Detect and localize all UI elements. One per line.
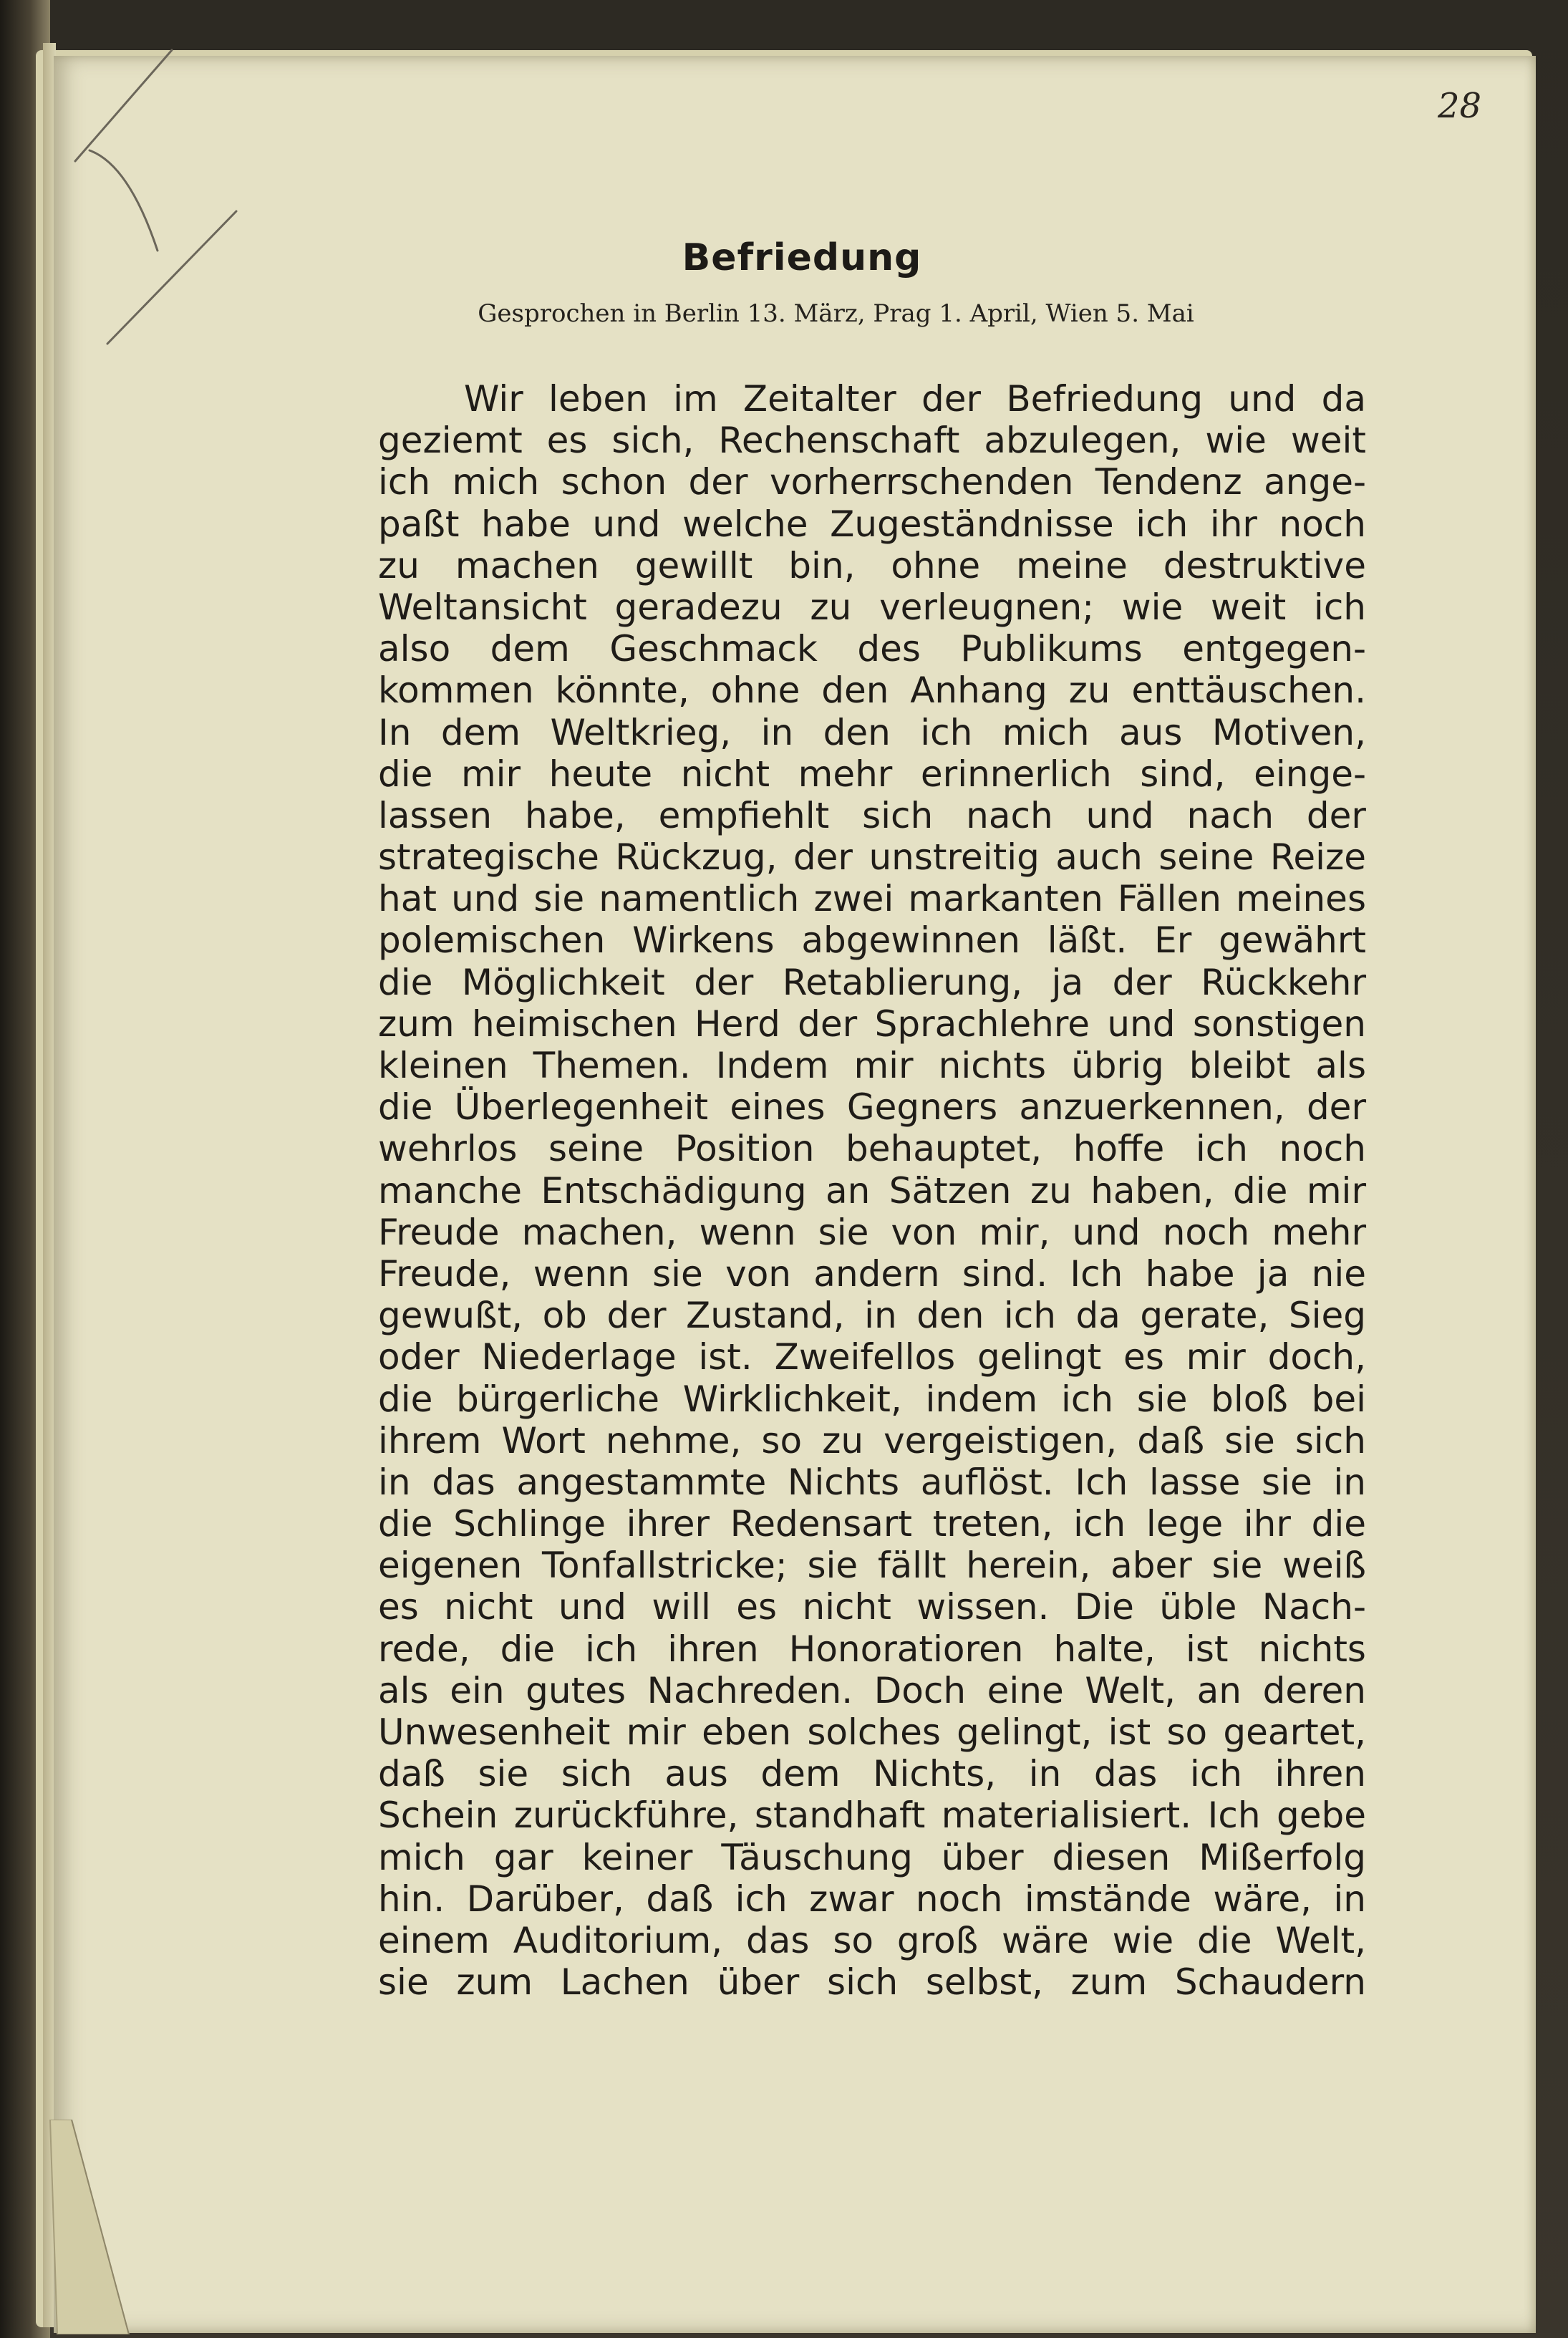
text-line: daß sie sich aus dem Nichts, in das ich ihren bbox=[378, 1753, 1366, 1795]
text-line: ich mich schon der vorherrschenden Tendenz ange- bbox=[378, 461, 1366, 503]
text-line: hin. Darüber, daß ich zwar noch imstände wäre, in bbox=[378, 1878, 1366, 1920]
text-line: zu machen gewillt bin, ohne meine destruktive bbox=[378, 544, 1366, 586]
text-line: strategische Rückzug, der unstreitig auch seine Reize bbox=[378, 836, 1366, 879]
text-line: die bürgerliche Wirklichkeit, indem ich sie bloß bei bbox=[378, 1378, 1366, 1420]
text-line: polemischen Wirkens abgewinnen läßt. Er gewährt bbox=[378, 919, 1366, 962]
text-line: Wir leben im Zeitalter der Befriedung und da bbox=[464, 378, 1366, 420]
text-line: wehrlos seine Position behauptet, hoffe ich noch bbox=[378, 1128, 1366, 1170]
text-line: in das angestammte Nichts auflöst. Ich lasse sie in bbox=[378, 1461, 1366, 1503]
text-line: paßt habe und welche Zugeständnisse ich ihr noch bbox=[378, 503, 1366, 545]
text-line: einem Auditorium, das so groß wäre wie die Welt, bbox=[378, 1919, 1366, 1961]
text-line: geziemt es sich, Rechenschaft abzulegen, wie weit bbox=[378, 420, 1366, 462]
text-line: lassen habe, empfiehlt sich nach und nach der bbox=[378, 794, 1366, 836]
page-number: 28 bbox=[1438, 86, 1482, 126]
text-line: Freude, wenn sie von andern sind. Ich habe ja nie bbox=[378, 1252, 1366, 1295]
text-line: rede, die ich ihren Honoratioren halte, ist nichts bbox=[378, 1628, 1366, 1670]
text-line: manche Entschädigung an Sätzen zu haben, die mir bbox=[378, 1169, 1366, 1212]
text-line: hat und sie namentlich zwei markanten Fällen meines bbox=[378, 878, 1366, 920]
text-line: oder Niederlage ist. Zweifellos gelingt es mir doch, bbox=[378, 1336, 1366, 1378]
text-line: zum heimischen Herd der Sprachlehre und sonstigen bbox=[378, 1003, 1366, 1045]
page-fold bbox=[43, 2120, 158, 2334]
text-line: sie zum Lachen über sich selbst, zum Schaudern bbox=[378, 1961, 1366, 2004]
chapter-title: Befriedung bbox=[682, 236, 922, 279]
text-line: kleinen Themen. Indem mir nichts übrig bleibt als bbox=[378, 1045, 1366, 1086]
text-line: Unwesenheit mir eben solches gelingt, ist so geartet, bbox=[378, 1711, 1366, 1753]
text-line: die Schlinge ihrer Redensart treten, ich lege ihr die bbox=[378, 1503, 1366, 1545]
text-line: die Überlegenheit eines Gegners anzuerkennen, der bbox=[378, 1086, 1366, 1129]
text-line: es nicht und will es nicht wissen. Die üble Nach- bbox=[378, 1586, 1366, 1628]
text-line: Schein zurückführe, standhaft materialisiert. Ich gebe bbox=[378, 1794, 1366, 1837]
text-line: ihrem Wort nehme, so zu vergeistigen, daß sie sich bbox=[378, 1419, 1366, 1462]
text-line: eigenen Tonfallstricke; sie fällt herein, aber sie weiß bbox=[378, 1545, 1366, 1587]
text-line: Freude machen, wenn sie von mir, und noch mehr bbox=[378, 1211, 1366, 1253]
text-line: kommen könnte, ohne den Anhang zu enttäuschen. bbox=[378, 670, 1366, 712]
text-line: die mir heute nicht mehr erinnerlich sind, einge- bbox=[378, 753, 1366, 795]
text-line: mich gar keiner Täuschung über diesen Mißerfolg bbox=[378, 1836, 1366, 1878]
text-line: also dem Geschmack des Publikums entgegen- bbox=[378, 628, 1366, 670]
text-line: In dem Weltkrieg, in den ich mich aus Motiven, bbox=[378, 711, 1366, 753]
chapter-subtitle: Gesprochen in Berlin 13. März, Prag 1. April, Wien 5. Mai bbox=[478, 299, 1194, 328]
text-line: als ein gutes Nachreden. Doch eine Welt, an deren bbox=[378, 1669, 1366, 1711]
text-line: gewußt, ob der Zustand, in den ich da gerate, Sieg bbox=[378, 1295, 1366, 1337]
text-line: die Möglichkeit der Retablierung, ja der Rückkehr bbox=[378, 961, 1366, 1003]
body-text bbox=[378, 378, 1366, 2003]
text-line: Weltansicht geradezu zu verleugnen; wie weit ich bbox=[378, 586, 1366, 628]
